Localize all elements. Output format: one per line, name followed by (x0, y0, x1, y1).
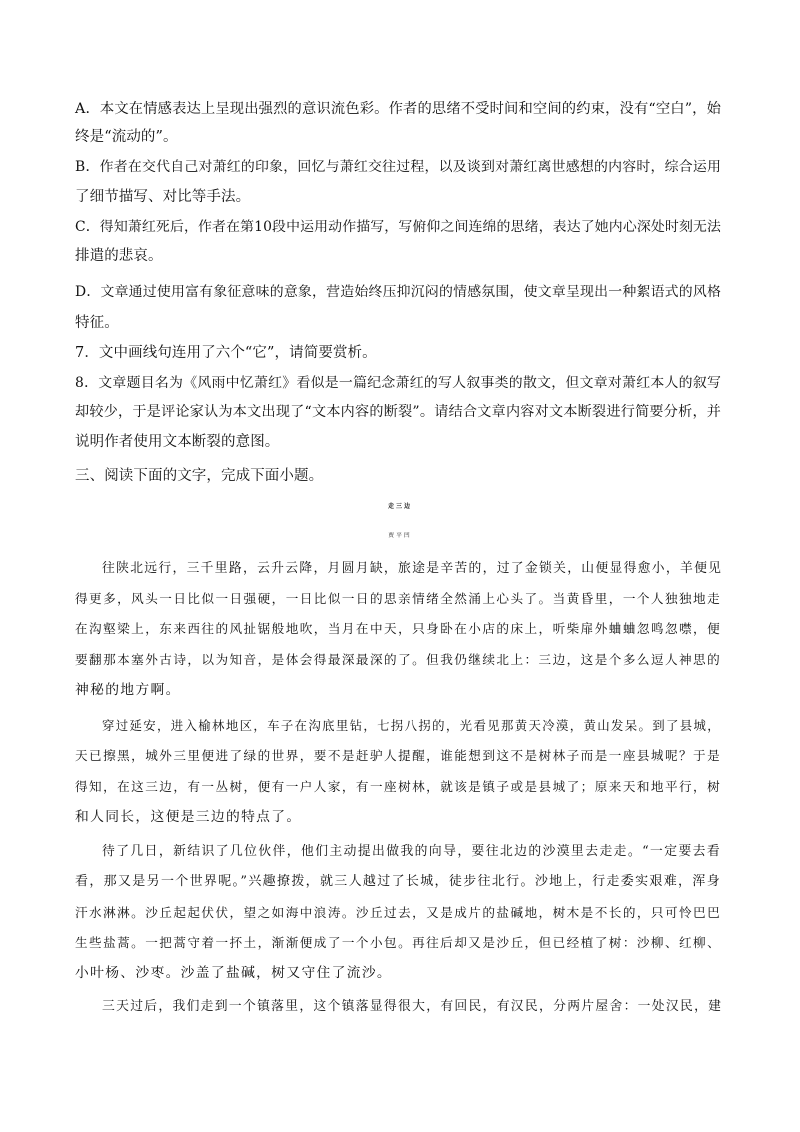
article-paragraph-3-line-1: 待了几日，新结识了几位伙伴，他们主动提出做我的向导，要往北边的沙漠里去走走。“一定要去看 (102, 844, 721, 859)
option-b-line-2: 了细节描写、对比等手法。 (75, 189, 251, 205)
section-3-heading: 三、阅读下面的文字，完成下面小题。 (75, 468, 324, 484)
article-paragraph-1-line-1: 往陕北远行，三千里路，云升云降，月圆月缺，旅途是辛苦的，过了金锁关，山便显得愈小，羊便见 (102, 561, 723, 576)
article-paragraph-3-line-2: 看，那又是另一个世界呢。”兴趣撩拨，就三人越过了长城，徒步往北行。沙地上，行走委实艰难，浑身 (75, 874, 721, 889)
option-a-line-2: 终是“流动的”。 (75, 129, 178, 145)
article-paragraph-1-line-3: 在沟壑梁上，东来西往的风扯锯般地吹，当月在中天，只身卧在小店的床上，听柴扉外蛐蛐忽鸣忽噤，便 (75, 621, 721, 636)
option-a-line-1: A．本文在情感表达上呈现出强烈的意识流色彩。作者的思绪不受时间和空间的约束，没有“空白”，始 (75, 101, 721, 117)
question-7: 7．文中画线句连用了六个“它”，请简要赏析。 (75, 345, 377, 361)
article-paragraph-2-line-2: 天已擦黑，城外三里便进了绿的世界，要不是赶驴人提醒，谁能想到这不是树林子而是一座县城呢？于是 (75, 748, 721, 763)
question-8-line-3: 说明作者使用文本断裂的意图。 (75, 434, 280, 450)
article-paragraph-2-line-3: 得知，在这三边，有一丛树，便有一户人家，有一座树林，就该是镇子或是县城了；原来天和地平行，树 (75, 779, 721, 794)
question-8-line-2: 却较少，于是评论家认为本文出现了“文本内容的断裂”。请结合文章内容对文本断裂进行简要分析，并 (75, 404, 721, 420)
article-title: 走三边 (387, 503, 412, 510)
article-paragraph-2-line-4: 和人同长，这便是三边的特点了。 (75, 809, 302, 825)
option-d-line-1: D．文章通过使用富有象征意味的意象，营造始终压抑沉闷的情感氛围，使文章呈现出一种絮语式的风格 (75, 284, 721, 300)
article-paragraph-1-line-2: 得更多，风头一日比似一日强硬，一日比似一日的思亲情绪全然涌上心头了。当黄昏里，一个人独独地走 (75, 591, 721, 606)
article-paragraph-3-line-5: 小叶杨、沙枣。沙盖了盐碱，树又守住了流沙。 (75, 965, 393, 981)
question-8-line-1: 8．文章题目名为《风雨中忆萧红》看似是一篇纪念萧红的写人叙事类的散文，但文章对萧红本人的叙写 (75, 375, 721, 391)
option-d-line-2: 特征。 (75, 315, 119, 331)
article-paragraph-3-line-4: 生些盐蒿。一把蒿守着一抔土，渐渐便成了一个小包。再往后却又是沙丘，但已经植了树：沙柳、红柳、 (75, 935, 721, 950)
option-c-line-1: C．得知萧红死后，作者在第10段中运用动作描写，写俯仰之间连绵的思绪，表达了她内心深处时刻无法 (75, 219, 721, 235)
article-paragraph-4-line-1: 三天过后，我们走到一个镇落里，这个镇落显得很大，有回民，有汉民，分两片屋舍：一处汉民，建 (102, 999, 723, 1014)
article-author: 贾平凹 (388, 533, 412, 539)
article-paragraph-1-line-4: 要翻那本塞外古诗，以为知音，是体会得最深最深的了。但我仍继续北上：三边，这是个多么逗人神思的 (75, 652, 721, 667)
article-paragraph-2-line-1: 穿过延安，进入榆林地区，车子在沟底里钻，七拐八拐的，光看见那黄天冷漠，黄山发呆。到了县城， (102, 718, 721, 733)
article-paragraph-1-line-5: 神秘的地方啊。 (75, 682, 181, 698)
article-paragraph-3-line-3: 汗水淋淋。沙丘起起伏伏，望之如海中浪涛。沙丘过去，又是成片的盐碱地，树木是不长的，只可怜巴巴 (75, 905, 721, 920)
option-c-line-2: 排遣的悲哀。 (75, 248, 163, 264)
option-b-line-1: B．作者在交代自己对萧红的印象，回忆与萧红交往过程，以及谈到对萧红离世感想的内容时，综合运用 (75, 159, 721, 175)
